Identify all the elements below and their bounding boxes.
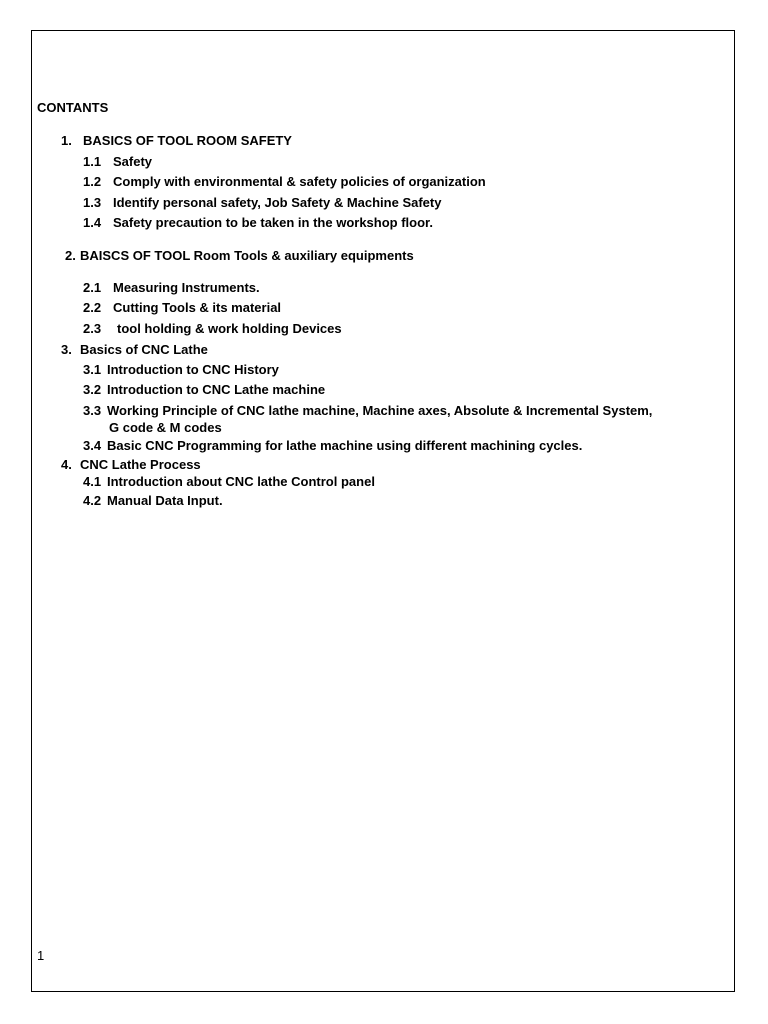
item-4-1 [83, 474, 375, 490]
section-3 [61, 342, 208, 358]
item-number: 4.2 [83, 493, 102, 508]
item-title: Cutting Tools & its material [113, 300, 282, 315]
item-title: Introduction to CNC Lathe machine [107, 382, 326, 397]
item-number: 2.2 [83, 300, 102, 315]
section-number: 4. [61, 457, 72, 472]
item-title: Introduction to CNC History [107, 362, 279, 377]
item-3-1 [83, 362, 279, 378]
item-1-1 [83, 154, 152, 170]
item-number: 1.3 [83, 195, 102, 210]
item-number: 3.2 [83, 382, 102, 397]
section-title: BAISCS OF TOOL Room Tools & auxiliary equipments [80, 248, 414, 263]
section-title: BASICS OF TOOL ROOM SAFETY [83, 133, 292, 148]
section-number: 1. [61, 133, 72, 148]
section-4 [61, 457, 201, 473]
item-title: Identify personal safety, Job Safety & Machine Safety [113, 195, 442, 210]
item-title: Safety precaution to be taken in the workshop floor. [113, 215, 433, 230]
item-number: 1.2 [83, 174, 102, 189]
item-2-1 [83, 280, 260, 296]
item-number: 1.4 [83, 215, 102, 230]
item-3-3-continuation: G code & M codes [109, 420, 222, 435]
item-1-2 [83, 174, 486, 190]
item-3-3 [83, 403, 652, 419]
item-title: Manual Data Input. [107, 493, 223, 508]
item-number: 1.1 [83, 154, 102, 169]
item-number: 4.1 [83, 474, 102, 489]
section-2 [65, 248, 414, 264]
item-title: Comply with environmental & safety policies of organization [113, 174, 486, 189]
section-title: CNC Lathe Process [80, 457, 201, 472]
section-number: 3. [61, 342, 72, 357]
section-title: Basics of CNC Lathe [80, 342, 208, 357]
item-number: 2.3 [83, 321, 102, 336]
item-title: Measuring Instruments. [113, 280, 260, 295]
item-number: 2.1 [83, 280, 102, 295]
section-number: 2. [65, 248, 76, 263]
page-number: 1 [37, 948, 45, 963]
item-title: Basic CNC Programming for lathe machine using different machining cycles. [107, 438, 583, 453]
item-number: 3.3 [83, 403, 102, 418]
item-title: Introduction about CNC lathe Control panel [107, 474, 375, 489]
item-3-2 [83, 382, 325, 398]
item-title: Working Principle of CNC lathe machine, Machine axes, Absolute & Incremental System, [107, 403, 653, 418]
section-1 [61, 133, 292, 149]
item-number: 3.1 [83, 362, 102, 377]
item-number: 3.4 [83, 438, 102, 453]
contents-heading: CONTANTS [37, 100, 109, 115]
item-title: tool holding & work holding Devices [117, 321, 342, 336]
item-2-3 [83, 321, 342, 337]
item-4-2 [83, 493, 223, 509]
item-1-3 [83, 195, 441, 211]
item-2-2 [83, 300, 281, 316]
item-title: Safety [113, 154, 153, 169]
item-3-4 [83, 438, 582, 454]
item-1-4 [83, 215, 433, 231]
